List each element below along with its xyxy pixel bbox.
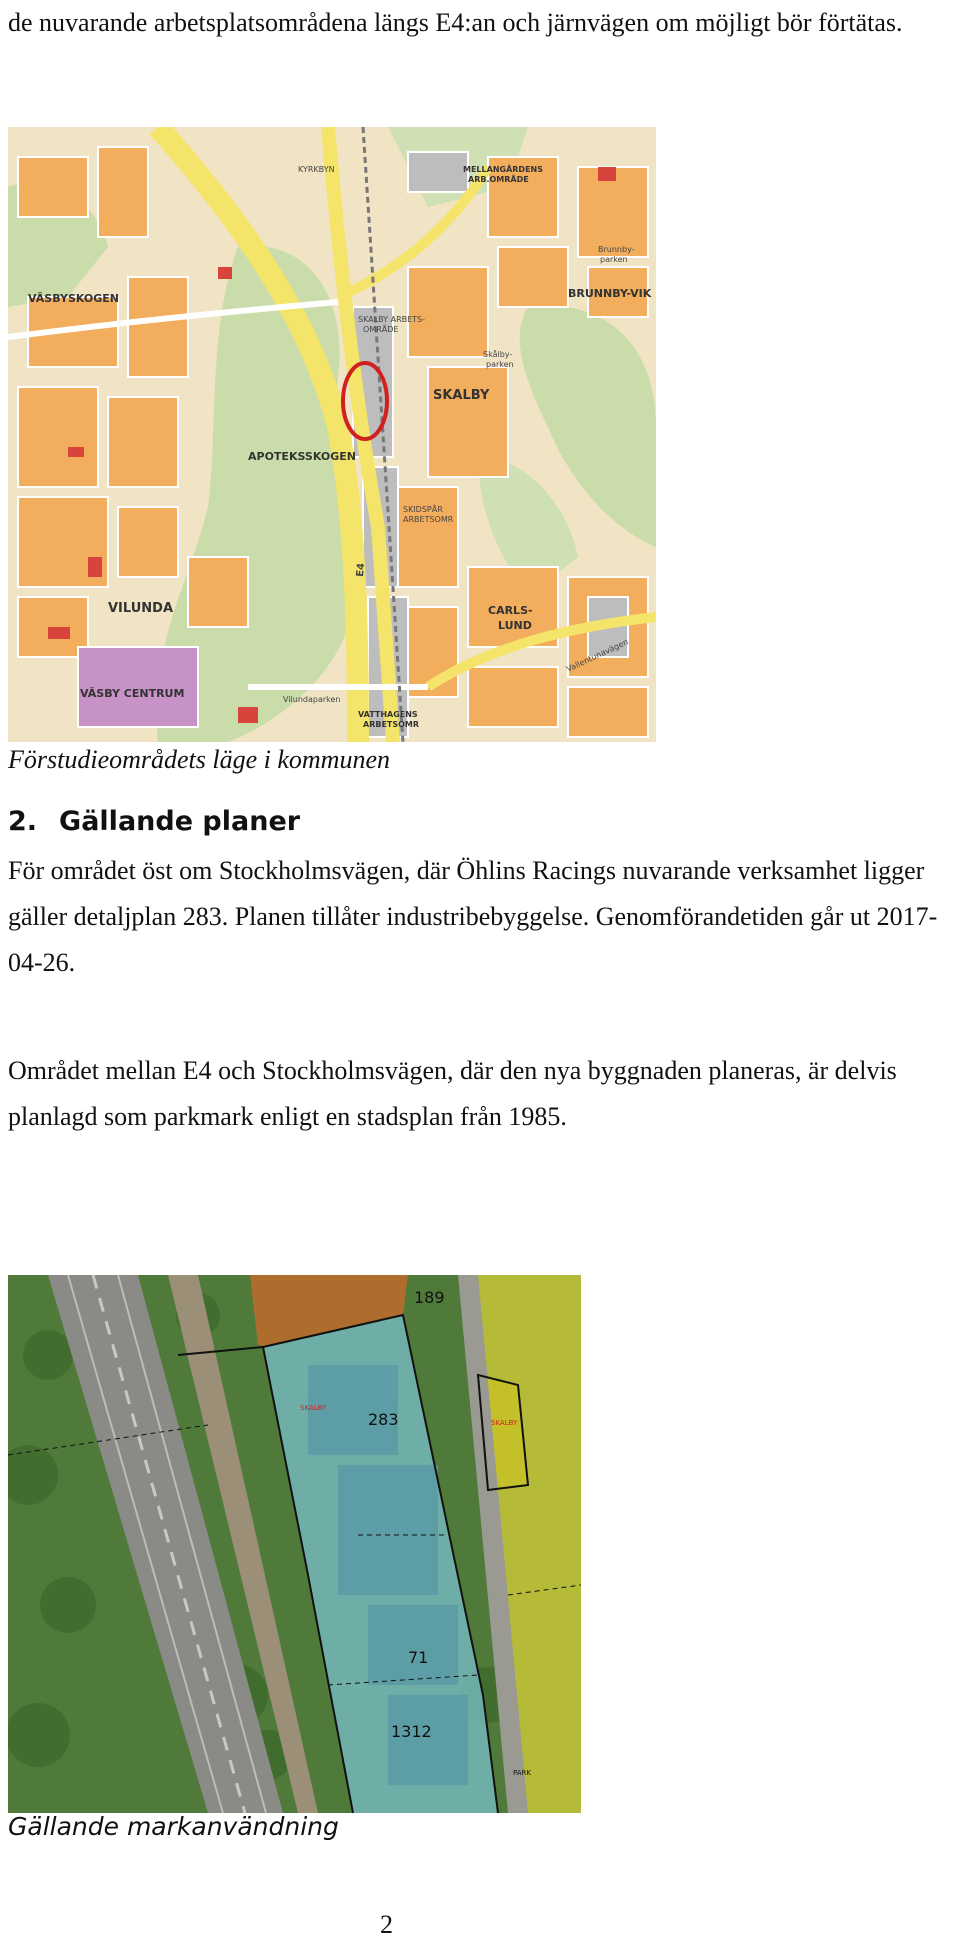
label-omrade: OMRÅDE xyxy=(363,325,399,334)
label-carls: CARLS- xyxy=(488,604,533,617)
label-park: PARK xyxy=(513,1769,532,1777)
label-mellangardens: MELLANGÅRDENS xyxy=(463,165,543,174)
label-lund: LUND xyxy=(498,619,532,632)
page-number: 2 xyxy=(380,1910,393,1939)
label-kyrkbyn: KYRKBYN xyxy=(298,165,335,174)
plan-number-189: 189 xyxy=(414,1288,445,1307)
label-parken: parken xyxy=(486,360,514,369)
label-arbetsomr: ARBETSOMR xyxy=(403,515,454,524)
land-use-map xyxy=(8,1275,581,1813)
label-vallentunavagen: Vallentunavägen xyxy=(565,637,630,674)
label-vilundaparken: Vilundaparken xyxy=(283,695,341,704)
label-brunnbyparken2: parken xyxy=(600,255,628,264)
intro-paragraph: de nuvarande arbetsplatsområdena längs E4:an och järnvägen om möjligt bör förtätas. xyxy=(8,8,903,37)
label-brunnby-vik: BRUNNBY-VIK xyxy=(568,287,652,300)
map2-caption: Gällande markanvändning xyxy=(8,1812,339,1841)
label-apoteksskogen: APOTEKSSKOGEN xyxy=(248,450,356,463)
label-skalby-parken: Skålby- xyxy=(483,350,513,359)
label-skalby-2: SKALBY xyxy=(491,1419,518,1427)
label-brunnbyparken: Brunnby- xyxy=(598,245,635,254)
plan-number-1312: 1312 xyxy=(391,1722,432,1741)
section-paragraph-2: Området mellan E4 och Stockholmsvägen, där den nya byggnaden planeras, är delvis planlagd som parkmark enligt en stadsplan från 1985. xyxy=(8,1056,897,1131)
label-arbomrade: ARB.OMRÅDE xyxy=(468,175,529,184)
label-arbetsomr2: ARBETSOMR xyxy=(363,720,420,729)
label-vilunda: VILUNDA xyxy=(108,601,174,616)
section-heading xyxy=(8,806,300,837)
label-vatthagens: VATTHAGENS xyxy=(358,710,418,719)
location-map xyxy=(8,127,656,742)
plan-number-71: 71 xyxy=(408,1648,429,1667)
section-number: 2. xyxy=(8,806,38,837)
label-vasbyskogen: VÄSBYSKOGEN xyxy=(28,292,120,305)
label-skalby: SKALBY xyxy=(433,388,490,403)
section-title: Gällande planer xyxy=(59,806,301,837)
map1-caption: Förstudieområdets läge i kommunen xyxy=(8,745,391,774)
plan-number-283: 283 xyxy=(368,1410,399,1429)
label-skalby-1: SKALBY xyxy=(300,1404,327,1412)
label-e4: E4 xyxy=(355,562,368,578)
section-paragraph-1: För området öst om Stockholmsvägen, där Öhlins Racings nuvarande verksamhet ligger gäller detaljplan 283. Planen tillåter industribebyggelse. Genomförandetiden går ut 2017-04-26. xyxy=(8,856,938,977)
label-vasby-centrum: VÄSBY CENTRUM xyxy=(80,687,185,700)
label-skidspar: SKIDSPÅR xyxy=(403,505,443,514)
label-skalby-arbets: SKALBY ARBETS- xyxy=(358,315,426,324)
